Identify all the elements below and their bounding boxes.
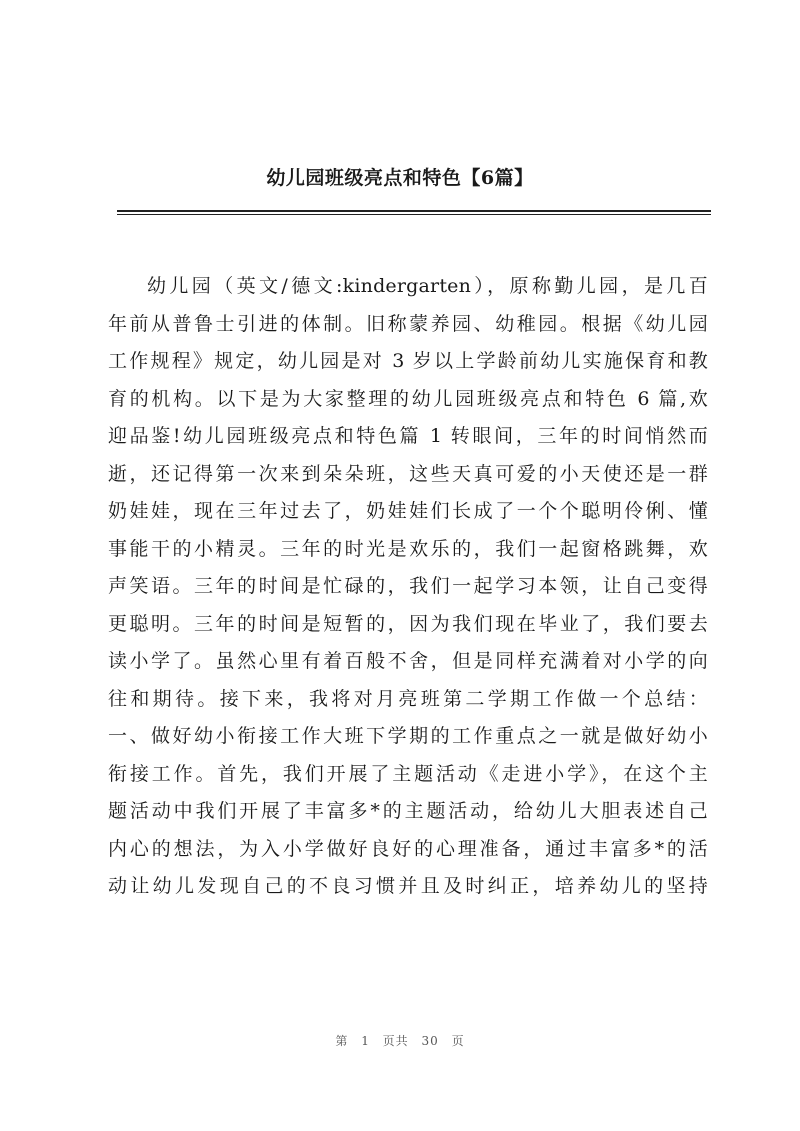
text-line: 题活动中我们开展了丰富多*的主题活动，给幼儿大胆表述自己 <box>108 800 708 822</box>
text-line: 更聪明。三年的时间是短暂的，因为我们现在毕业了，我们要去 <box>108 612 708 635</box>
text-line: 迎品鉴!幼儿园班级亮点和特色篇 1 转眼间，三年的时间悄然而 <box>108 425 708 447</box>
text-line: 逝，还记得第一次来到朵朵班，这些天真可爱的小天使还是一群 <box>108 462 708 485</box>
page-label-mid: 页共 <box>382 1034 409 1048</box>
text-line: 内心的想法，为入小学做好良好的心理准备，通过丰富多*的活 <box>108 837 708 860</box>
text-line: 幼儿园（英文/德文:kindergarten），原称勤儿园，是几百 <box>147 275 708 297</box>
text-line: 事能干的小精灵。三年的时光是欢乐的，我们一起窗格跳舞，欢 <box>108 537 708 560</box>
text-line: 读小学了。虽然心里有着百般不舍，但是同样充满着对小学的向 <box>108 650 708 672</box>
page-label-suffix: 页 <box>451 1034 465 1048</box>
page-number: 1 <box>361 1034 370 1048</box>
text-line: 衔接工作。首先，我们开展了主题活动《走进小学》，在这个主 <box>108 762 708 785</box>
text-line: 年前从普鲁士引进的体制。旧称蒙养园、幼稚园。根据《幼儿园 <box>108 312 708 335</box>
document-body <box>108 268 708 906</box>
title-rule-thin <box>117 214 711 215</box>
text-line: 育的机构。以下是为大家整理的幼儿园班级亮点和特色 6 篇,欢 <box>108 387 708 410</box>
document-title: 幼儿园班级亮点和特色【6篇】 <box>266 167 534 189</box>
text-line: 工作规程》规定，幼儿园是对 3 岁以上学龄前幼儿实施保育和教 <box>108 350 708 372</box>
total-pages: 30 <box>421 1034 439 1048</box>
text-line: 声笑语。三年的时间是忙碌的，我们一起学习本领，让自己变得 <box>108 575 708 597</box>
text-line: 奶娃娃，现在三年过去了，奶娃娃们长成了一个个聪明伶俐、懂 <box>108 500 708 522</box>
title-rule-thick <box>117 210 711 212</box>
page-label-prefix: 第 <box>335 1034 349 1048</box>
text-line: 往和期待。接下来，我将对月亮班第二学期工作做一个总结： <box>108 687 708 710</box>
page-footer <box>0 1032 800 1049</box>
text-line: 动让幼儿发现自己的不良习惯并且及时纠正，培养幼儿的坚持 <box>108 875 708 897</box>
text-line: 一、做好幼小衔接工作大班下学期的工作重点之一就是做好幼小 <box>108 725 708 747</box>
